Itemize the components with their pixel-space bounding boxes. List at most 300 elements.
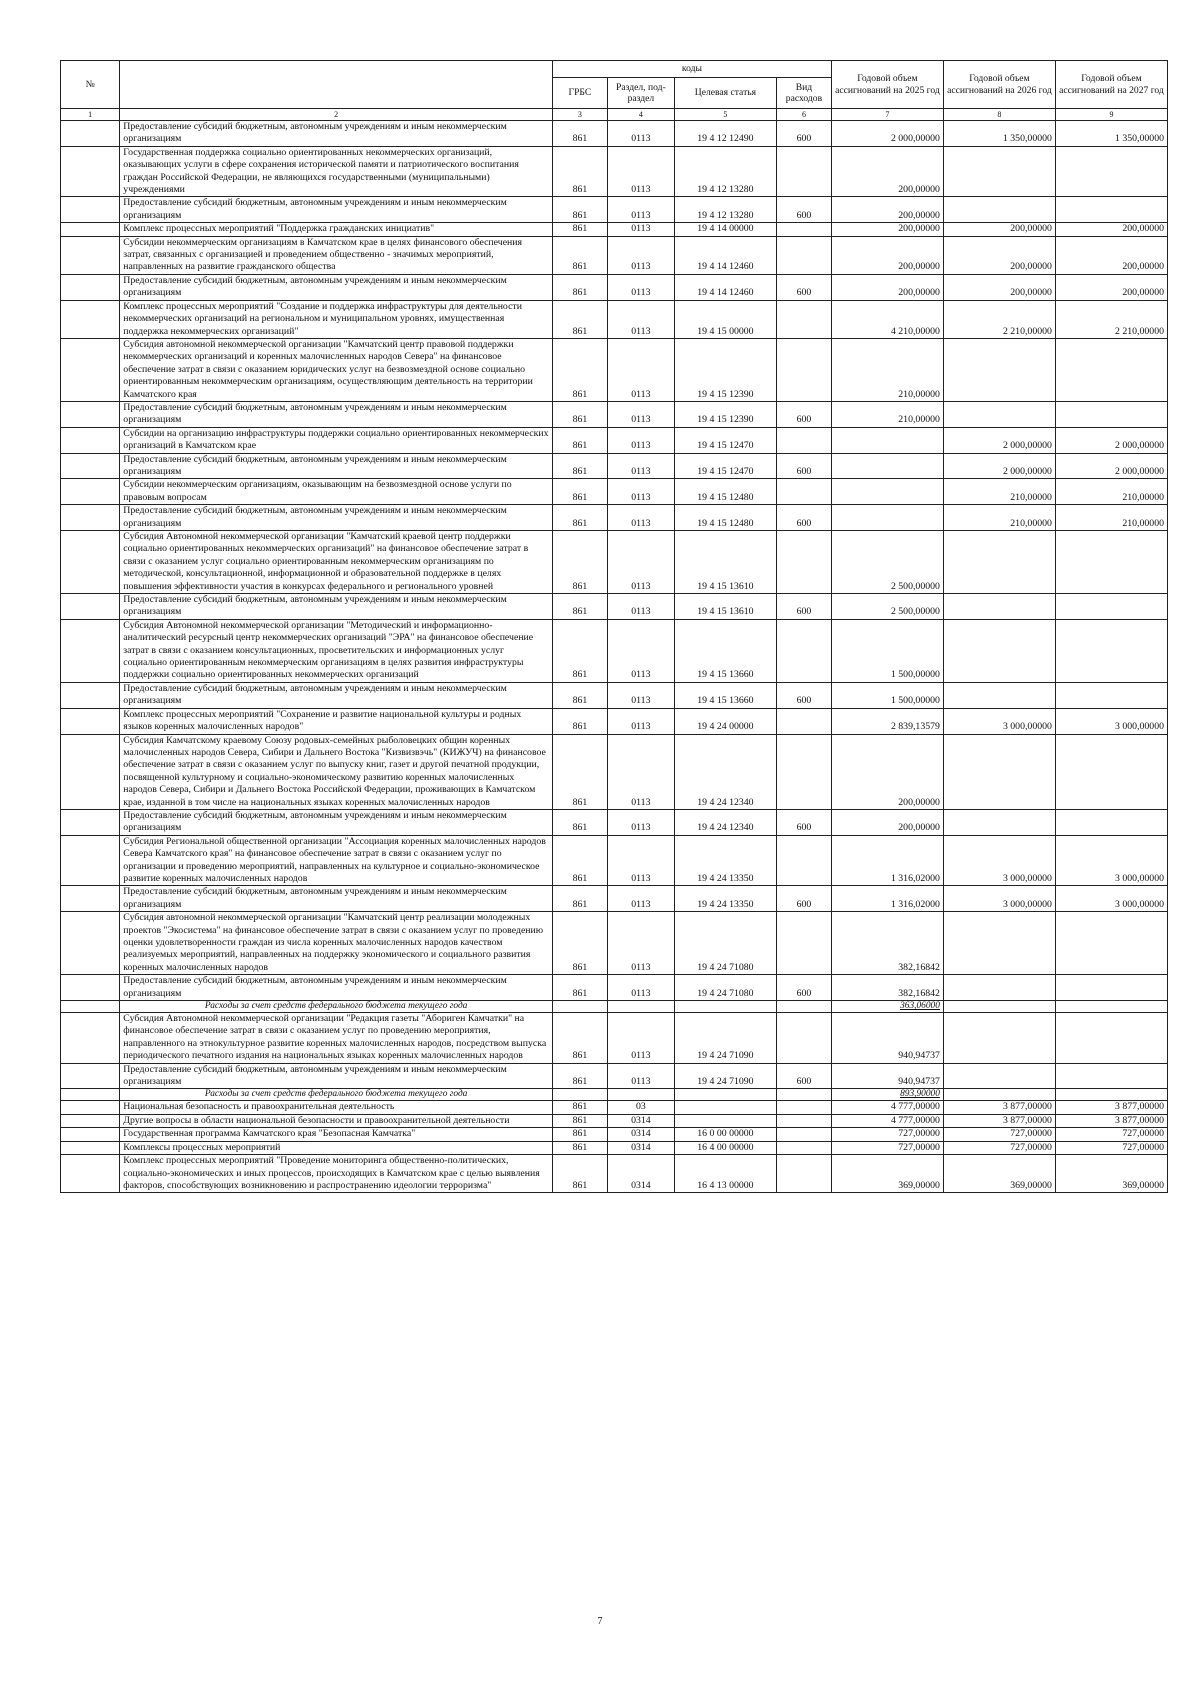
row-amount-2026-cell [943,531,1055,594]
row-vid-cell [776,912,831,975]
row-vid-cell [776,223,831,236]
row-tsel-cell [674,1101,776,1114]
row-vid-cell [776,146,831,197]
row-name-cell: Расходы за счет средств федерального бюджета текущего года [120,1089,553,1101]
row-razdel-cell: 0113 [607,338,674,401]
row-tsel-cell: 19 4 24 13350 [674,835,776,886]
column-number: 9 [1055,109,1167,121]
row-vid-cell: 600 [776,975,831,1001]
row-grbs-cell: 861 [552,835,607,886]
row-tsel-cell: 19 4 15 12480 [674,505,776,531]
row-amount-2027-cell: 200,00000 [1055,274,1167,300]
row-tsel-cell [674,1089,776,1101]
row-razdel-cell: 0314 [607,1128,674,1141]
row-vid-cell [776,1114,831,1127]
row-amount-2027-cell: 3 877,00000 [1055,1101,1167,1114]
row-number-cell [61,886,120,912]
row-tsel-cell: 16 4 00 00000 [674,1141,776,1154]
row-grbs-cell: 861 [552,121,607,147]
row-amount-2025-cell: 200,00000 [831,197,943,223]
row-tsel-cell: 19 4 24 13350 [674,886,776,912]
row-amount-2025-cell: 727,00000 [831,1128,943,1141]
row-vid-cell: 600 [776,401,831,427]
column-number: 6 [776,109,831,121]
row-razdel-cell: 0314 [607,1114,674,1127]
row-amount-2027-cell [1055,531,1167,594]
row-razdel-cell: 0113 [607,594,674,620]
row-amount-2025-cell: 1 500,00000 [831,619,943,682]
row-amount-2027-cell [1055,975,1167,1001]
row-number-cell [61,1128,120,1141]
row-amount-2027-cell [1055,1001,1167,1013]
table-row [61,531,1168,594]
table-row [61,223,1168,236]
table-row [61,401,1168,427]
row-amount-2025-cell: 200,00000 [831,274,943,300]
row-name-cell: Субсидия автономной некоммерческой организации "Камчатский центр правовой поддержки некоммерческих организаций и коренных малочисленных народов Севера" на финансовое обеспечение затрат в связи с оказанием юридических услуг на безвозмездной основе социально ориентированным некоммерческим организациям, осуществляющим деятельность на территории Камчатского края [120,338,553,401]
table-row [61,197,1168,223]
row-tsel-cell: 19 4 15 12470 [674,453,776,479]
row-amount-2027-cell: 3 000,00000 [1055,886,1167,912]
row-amount-2025-cell: 4 210,00000 [831,300,943,338]
row-number-cell [61,708,120,734]
row-number-cell [61,1101,120,1114]
row-razdel-cell: 0314 [607,1155,674,1193]
table-row [61,1063,1168,1089]
row-name-cell: Субсидия Автономной некоммерческой организации "Методический и информационно-аналитический ресурсный центр некоммерческих организаций "ЭРА" на финансовое обеспечение затрат в связи с оказанием консультационных, просветительских и информационных услуг социально ориентированным некоммерческим организациям в целях развития инфраструктуры поддержки социально ориентированных некоммерческих организаций [120,619,553,682]
row-number-cell [61,1063,120,1089]
column-number: 3 [552,109,607,121]
row-amount-2027-cell: 3 000,00000 [1055,708,1167,734]
table-row-note [61,1001,1168,1013]
row-tsel-cell: 19 4 12 12490 [674,121,776,147]
row-razdel-cell: 0113 [607,708,674,734]
row-amount-2025-cell: 4 777,00000 [831,1114,943,1127]
row-razdel-cell: 0314 [607,1141,674,1154]
row-number-cell [61,338,120,401]
table-row [61,594,1168,620]
row-amount-2026-cell [943,619,1055,682]
row-amount-2025-cell: 382,16842 [831,975,943,1001]
row-amount-2025-cell [831,453,943,479]
table-row [61,236,1168,274]
row-tsel-cell: 19 4 24 00000 [674,708,776,734]
row-grbs-cell: 861 [552,338,607,401]
row-amount-2026-cell: 727,00000 [943,1128,1055,1141]
row-name-cell: Субсидии некоммерческим организациям в Камчатском крае в целях финансового обеспечения затрат, связанных с организацией и проведением общественно - значимых мероприятий, направленных на развитие гражданского общества [120,236,553,274]
row-name-cell: Предоставление субсидий бюджетным, автономным учреждениям и иным некоммерческим организациям [120,809,553,835]
row-amount-2026-cell [943,1013,1055,1064]
table-row-note [61,1089,1168,1101]
row-vid-cell [776,479,831,505]
row-tsel-cell: 19 4 24 12340 [674,809,776,835]
header-vid: Вид расходов [776,78,831,109]
row-razdel-cell: 0113 [607,835,674,886]
row-vid-cell [776,338,831,401]
row-amount-2026-cell: 2 000,00000 [943,427,1055,453]
header-year-2027: Годовой объем ассигнований на 2027 год [1055,61,1167,109]
row-name-cell: Расходы за счет средств федерального бюджета текущего года [120,1001,553,1013]
row-number-cell [61,1013,120,1064]
row-razdel-cell [607,1089,674,1101]
row-amount-2025-cell [831,427,943,453]
row-tsel-cell: 19 4 15 00000 [674,300,776,338]
column-number: 8 [943,109,1055,121]
row-amount-2027-cell: 369,00000 [1055,1155,1167,1193]
row-amount-2027-cell [1055,1063,1167,1089]
table-row [61,338,1168,401]
budget-table-sheet [60,60,1168,1193]
row-grbs-cell: 861 [552,1101,607,1114]
row-grbs-cell: 861 [552,197,607,223]
row-vid-cell [776,300,831,338]
row-amount-2025-cell: 369,00000 [831,1155,943,1193]
header-number: № [61,61,120,109]
row-amount-2027-cell: 3 000,00000 [1055,835,1167,886]
row-number-cell [61,427,120,453]
row-grbs-cell: 861 [552,300,607,338]
row-amount-2027-cell: 1 350,00000 [1055,121,1167,147]
row-number-cell [61,1155,120,1193]
row-amount-2025-cell: 200,00000 [831,236,943,274]
row-number-cell [61,1114,120,1127]
row-grbs-cell: 861 [552,531,607,594]
row-grbs-cell: 861 [552,1155,607,1193]
column-number: 1 [61,109,120,121]
row-grbs-cell: 861 [552,236,607,274]
row-razdel-cell: 0113 [607,975,674,1001]
row-amount-2026-cell [943,809,1055,835]
table-row [61,274,1168,300]
row-vid-cell: 600 [776,197,831,223]
row-grbs-cell [552,1001,607,1013]
row-vid-cell [776,427,831,453]
row-name-cell: Субсидия Автономной некоммерческой организации "Редакция газеты "Абориген Камчатки" на финансовое обеспечение затрат в связи с оказанием услуг по проведению мероприятия, направленного на этнокультурное развитие коренных малочисленных народов, посредством выпуска периодического печатного издания на национальных языках коренных малочисленных народов [120,1013,553,1064]
row-name-cell: Субсидия Региональной общественной организации "Ассоциация коренных малочисленных народов Севера Камчатского края" на финансовое обеспечение затрат в связи с оказанием услуг по организации и проведению мероприятий, направленных на культурное и социально-экономическое развитие коренных малочисленных народов [120,835,553,886]
table-row [61,912,1168,975]
row-amount-2027-cell [1055,1089,1167,1101]
row-tsel-cell: 19 4 12 13280 [674,197,776,223]
row-tsel-cell: 19 4 14 00000 [674,223,776,236]
row-amount-2027-cell [1055,912,1167,975]
row-razdel-cell: 0113 [607,236,674,274]
row-amount-2027-cell [1055,197,1167,223]
row-grbs-cell: 861 [552,619,607,682]
row-amount-2026-cell [943,912,1055,975]
row-grbs-cell: 861 [552,708,607,734]
table-row [61,453,1168,479]
row-amount-2027-cell: 210,00000 [1055,479,1167,505]
row-razdel-cell: 0113 [607,453,674,479]
row-tsel-cell: 19 4 14 12460 [674,236,776,274]
row-number-cell [61,453,120,479]
row-name-cell: Другие вопросы в области национальной безопасности и правоохранительной деятельности [120,1114,553,1127]
row-number-cell [61,223,120,236]
row-amount-2025-cell: 1 500,00000 [831,682,943,708]
row-razdel-cell: 0113 [607,1063,674,1089]
row-razdel-cell: 0113 [607,505,674,531]
row-vid-cell [776,1128,831,1141]
row-tsel-cell [674,1114,776,1127]
row-name-cell: Комплекс процессных мероприятий "Проведение мониторинга общественно-политических, социально-экономических и иных процессов, происходящих в Камчатском крае с целью выявления факторов, способствующих возникновению и распространению идеологии терроризма" [120,1155,553,1193]
row-grbs-cell: 861 [552,505,607,531]
row-razdel-cell: 0113 [607,682,674,708]
row-number-cell [61,682,120,708]
row-grbs-cell: 861 [552,1013,607,1064]
row-name-cell: Субсидия Камчатскому краевому Союзу родовых-семейных рыболовецких общин коренных малочисленных народов Севера, Сибири и Дальнего Востока "Кизвизвэчь" (КИЖУЧ) на финансовое обеспечение затрат в связи с оказанием услуг по выпуску книг, газет и другой печатной продукции, посвященной культурному и социально-экономическому развитию коренных малочисленных народов Севера, Сибири и Дальнего Востока Российской Федерации, проживающих в Камчатском крае, изданной в том числе на национальных языках коренных малочисленных народов [120,734,553,809]
row-number-cell [61,1001,120,1013]
row-amount-2026-cell [943,734,1055,809]
row-vid-cell: 600 [776,594,831,620]
header-razdel: Раздел, под-раздел [607,78,674,109]
row-amount-2027-cell: 727,00000 [1055,1128,1167,1141]
row-amount-2026-cell [943,1001,1055,1013]
table-row [61,708,1168,734]
row-amount-2025-cell: 200,00000 [831,734,943,809]
row-name-cell: Субсидия автономной некоммерческой организации "Камчатский центр реализации молодежных проектов "Экосистема" на финансовое обеспечение затрат в связи с оказанием услуг по проведению оценки удовлетворенности граждан из числа коренных малочисленных народов качеством реализуемых мероприятий, направленных на поддержку экономического и социального развития коренных малочисленных народов [120,912,553,975]
row-amount-2027-cell [1055,682,1167,708]
row-number-cell [61,479,120,505]
row-vid-cell [776,835,831,886]
row-grbs-cell: 861 [552,912,607,975]
table-row [61,479,1168,505]
row-amount-2025-cell: 200,00000 [831,223,943,236]
row-number-cell [61,594,120,620]
row-amount-2025-cell: 382,16842 [831,912,943,975]
row-name-cell: Предоставление субсидий бюджетным, автономным учреждениям и иным некоммерческим организациям [120,505,553,531]
row-amount-2027-cell: 727,00000 [1055,1141,1167,1154]
row-amount-2027-cell [1055,734,1167,809]
row-vid-cell: 600 [776,121,831,147]
column-number: 7 [831,109,943,121]
header-year-2025: Годовой объем ассигнований на 2025 год [831,61,943,109]
row-name-cell: Государственная поддержка социально ориентированных некоммерческих организаций, оказывающих услуги в сфере сохранения исторической памяти и патриотического воспитания граждан Российской Федерации, не являющихся государственными (муниципальными) учреждениями [120,146,553,197]
table-row [61,1128,1168,1141]
row-amount-2027-cell [1055,594,1167,620]
row-amount-2025-cell: 940,94737 [831,1013,943,1064]
row-razdel-cell: 0113 [607,401,674,427]
row-name-cell: Комплекс процессных мероприятий "Создание и поддержка инфраструктуры для деятельности некоммерческих организаций на региональном и муниципальном уровнях, имущественная поддержка некоммерческих организаций" [120,300,553,338]
row-number-cell [61,300,120,338]
table-row [61,1101,1168,1114]
row-razdel-cell: 0113 [607,1013,674,1064]
row-grbs-cell: 861 [552,427,607,453]
row-razdel-cell: 0113 [607,300,674,338]
row-amount-2026-cell [943,594,1055,620]
row-grbs-cell: 861 [552,734,607,809]
row-vid-cell: 600 [776,274,831,300]
column-number: 2 [120,109,553,121]
row-amount-2025-cell: 893,90000 [831,1089,943,1101]
row-amount-2025-cell: 1 316,02000 [831,835,943,886]
row-vid-cell [776,1089,831,1101]
row-tsel-cell: 19 4 24 71090 [674,1013,776,1064]
row-name-cell: Предоставление субсидий бюджетным, автономным учреждениям и иным некоммерческим организациям [120,594,553,620]
row-amount-2027-cell [1055,1013,1167,1064]
row-vid-cell [776,1155,831,1193]
row-amount-2026-cell [943,197,1055,223]
row-tsel-cell: 19 4 15 13610 [674,531,776,594]
row-grbs-cell: 861 [552,146,607,197]
row-number-cell [61,619,120,682]
row-grbs-cell: 861 [552,1141,607,1154]
table-row [61,300,1168,338]
row-amount-2025-cell: 4 777,00000 [831,1101,943,1114]
row-grbs-cell: 861 [552,1114,607,1127]
row-grbs-cell: 861 [552,682,607,708]
table-row [61,1013,1168,1064]
row-amount-2026-cell: 727,00000 [943,1141,1055,1154]
row-amount-2025-cell: 2 500,00000 [831,594,943,620]
row-amount-2026-cell [943,146,1055,197]
row-number-cell [61,531,120,594]
row-grbs-cell: 861 [552,453,607,479]
row-name-cell: Предоставление субсидий бюджетным, автономным учреждениям и иным некоммерческим организациям [120,975,553,1001]
row-razdel-cell: 0113 [607,886,674,912]
row-amount-2027-cell [1055,809,1167,835]
row-tsel-cell: 19 4 24 12340 [674,734,776,809]
row-tsel-cell: 16 0 00 00000 [674,1128,776,1141]
row-razdel-cell: 0113 [607,197,674,223]
row-razdel-cell: 0113 [607,146,674,197]
row-amount-2026-cell: 210,00000 [943,505,1055,531]
row-amount-2026-cell: 3 000,00000 [943,835,1055,886]
row-number-cell [61,401,120,427]
row-amount-2025-cell: 727,00000 [831,1141,943,1154]
row-vid-cell [776,236,831,274]
row-name-cell: Национальная безопасность и правоохранительная деятельность [120,1101,553,1114]
row-amount-2025-cell: 1 316,02000 [831,886,943,912]
row-name-cell: Субсидия Автономной некоммерческой организации "Камчатский краевой центр поддержки социально ориентированных некоммерческих организаций" на финансовое обеспечение затрат в связи с оказанием услуг социально ориентированным некоммерческим организациям по методической, консультационной, информационной и образовательной поддержке в целях повышения эффективности участия в конкурсах федерального и регионального уровней [120,531,553,594]
row-razdel-cell: 03 [607,1101,674,1114]
row-amount-2027-cell [1055,619,1167,682]
header-name-empty [120,61,553,109]
budget-table [60,60,1168,1193]
row-name-cell: Комплексы процессных мероприятий [120,1141,553,1154]
row-vid-cell [776,531,831,594]
table-row [61,886,1168,912]
column-number-row [61,109,1168,121]
row-tsel-cell: 19 4 15 13660 [674,619,776,682]
table-row [61,1114,1168,1127]
table-row [61,427,1168,453]
row-grbs-cell [552,1089,607,1101]
row-tsel-cell: 19 4 15 12390 [674,401,776,427]
row-vid-cell [776,1141,831,1154]
row-amount-2027-cell: 2 000,00000 [1055,427,1167,453]
column-number: 4 [607,109,674,121]
row-razdel-cell: 0113 [607,121,674,147]
row-name-cell: Субсидии некоммерческим организациям, оказывающим на безвозмездной основе услуги по правовым вопросам [120,479,553,505]
row-name-cell: Предоставление субсидий бюджетным, автономным учреждениям и иным некоммерческим организациям [120,682,553,708]
row-amount-2025-cell: 200,00000 [831,809,943,835]
row-name-cell: Предоставление субсидий бюджетным, автономным учреждениям и иным некоммерческим организациям [120,1063,553,1089]
row-vid-cell [776,1001,831,1013]
row-grbs-cell: 861 [552,886,607,912]
table-body [61,121,1168,1193]
row-number-cell [61,197,120,223]
table-header [61,61,1168,121]
row-vid-cell: 600 [776,809,831,835]
row-number-cell [61,146,120,197]
row-amount-2026-cell: 3 877,00000 [943,1101,1055,1114]
row-amount-2026-cell: 3 000,00000 [943,886,1055,912]
row-number-cell [61,912,120,975]
table-row [61,1141,1168,1154]
row-grbs-cell: 861 [552,274,607,300]
row-name-cell: Субсидии на организацию инфраструктуры поддержки социально ориентированных некоммерческих организаций в Камчатском крае [120,427,553,453]
row-amount-2026-cell: 1 350,00000 [943,121,1055,147]
row-grbs-cell: 861 [552,1128,607,1141]
row-amount-2025-cell [831,479,943,505]
row-amount-2026-cell: 200,00000 [943,223,1055,236]
row-amount-2027-cell: 3 877,00000 [1055,1114,1167,1127]
table-row [61,975,1168,1001]
row-razdel-cell: 0113 [607,531,674,594]
table-row [61,121,1168,147]
row-vid-cell [776,734,831,809]
row-tsel-cell: 19 4 14 12460 [674,274,776,300]
row-amount-2025-cell: 2 000,00000 [831,121,943,147]
row-amount-2025-cell: 2 839,13579 [831,708,943,734]
row-grbs-cell: 861 [552,479,607,505]
row-name-cell: Предоставление субсидий бюджетным, автономным учреждениям и иным некоммерческим организациям [120,886,553,912]
row-tsel-cell: 16 4 13 00000 [674,1155,776,1193]
row-amount-2025-cell: 363,06000 [831,1001,943,1013]
page-number: 7 [597,1616,603,1627]
row-number-cell [61,975,120,1001]
row-number-cell [61,1141,120,1154]
row-amount-2026-cell [943,1089,1055,1101]
row-grbs-cell: 861 [552,223,607,236]
table-row [61,505,1168,531]
row-grbs-cell: 861 [552,975,607,1001]
row-grbs-cell: 861 [552,809,607,835]
row-vid-cell: 600 [776,886,831,912]
row-tsel-cell: 19 4 15 13660 [674,682,776,708]
row-number-cell [61,734,120,809]
row-amount-2027-cell [1055,401,1167,427]
row-razdel-cell [607,1001,674,1013]
row-vid-cell [776,619,831,682]
row-number-cell [61,1089,120,1101]
row-razdel-cell: 0113 [607,619,674,682]
row-vid-cell: 600 [776,453,831,479]
table-row [61,835,1168,886]
row-amount-2027-cell: 200,00000 [1055,223,1167,236]
row-name-cell: Предоставление субсидий бюджетным, автономным учреждениям и иным некоммерческим организациям [120,121,553,147]
row-tsel-cell: 19 4 15 12470 [674,427,776,453]
row-amount-2027-cell: 2 210,00000 [1055,300,1167,338]
row-razdel-cell: 0113 [607,274,674,300]
row-number-cell [61,505,120,531]
row-vid-cell: 600 [776,1063,831,1089]
row-amount-2025-cell: 210,00000 [831,338,943,401]
row-name-cell: Предоставление субсидий бюджетным, автономным учреждениям и иным некоммерческим организациям [120,274,553,300]
row-amount-2027-cell: 210,00000 [1055,505,1167,531]
table-row [61,619,1168,682]
row-name-cell: Предоставление субсидий бюджетным, автономным учреждениям и иным некоммерческим организациям [120,401,553,427]
row-razdel-cell: 0113 [607,223,674,236]
row-name-cell: Предоставление субсидий бюджетным, автономным учреждениям и иным некоммерческим организациям [120,453,553,479]
row-amount-2025-cell: 200,00000 [831,146,943,197]
row-amount-2025-cell: 940,94737 [831,1063,943,1089]
row-name-cell: Предоставление субсидий бюджетным, автономным учреждениям и иным некоммерческим организациям [120,197,553,223]
row-tsel-cell: 19 4 15 12390 [674,338,776,401]
row-vid-cell [776,1013,831,1064]
header-codes: коды [552,61,831,78]
row-vid-cell [776,1101,831,1114]
